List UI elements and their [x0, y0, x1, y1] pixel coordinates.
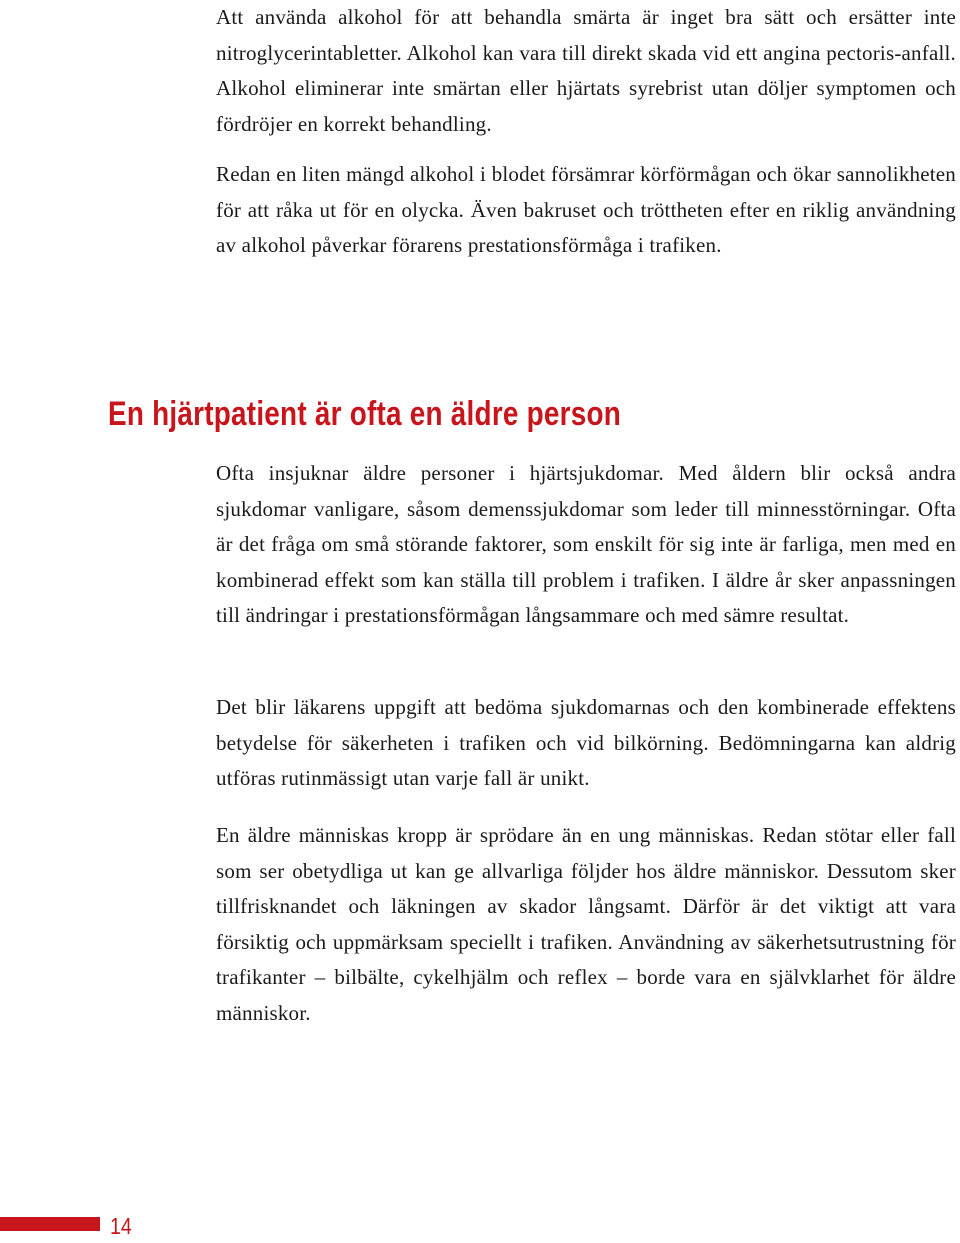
paragraph-elderly-body: En äldre människas kropp är sprödare än en ung människas. Redan stötar eller fall som ser obetydliga ut kan ge allvarliga följder hos äldre människor. Dessutom sker tillfrisknandet och läkningen av skador långsamt. Därför är det viktigt att vara försiktig och uppmärksam speciellt i trafiken. Användning av säkerhetsutrustning för trafikanter – bilbälte, cykelhjälm och reflex – borde vara en självklarhet för äldre människor. [216, 823, 956, 1025]
paragraph-doctor-assessment: Det blir läkarens uppgift att bedöma sjukdomarnas och den kombinerade effektens betydelse för säkerheten i trafiken och vid bilkörning. Bedömningarna kan aldrig utföras rutinmässigt utan varje fall är unikt. [216, 695, 956, 791]
paragraph-elderly-diseases: Ofta insjuknar äldre personer i hjärtsjukdomar. Med åldern blir också andra sjukdomar vanligare, såsom demenssjukdomar som leder till minnesstörningar. Ofta är det fråga om små störande faktorer, som enskilt för sig inte är farliga, men med en kombinerad effekt som kan ställa till problem i trafiken. I äldre år sker anpassningen till ändringar i prestationsförmågan långsammare och med sämre resultat. [216, 461, 956, 628]
paragraph-alcohol-driving: Redan en liten mängd alkohol i blodet försämrar körförmågan och ökar sannolikheten för att råka ut för en olycka. Även bakruset och tröttheten efter en riklig användning av alkohol påverkar förarens prestationsförmåga i trafiken. [216, 162, 956, 258]
page-number: 14 [110, 1213, 132, 1239]
paragraph-alcohol-pain: Att använda alkohol för att behandla smärta är inget bra sätt och ersätter inte nitroglycerintabletter. Alkohol kan vara till direkt skada vid ett angina pectoris-anfall. Alkohol eliminerar inte smärtan eller hjärtats syrebrist utan döljer symptomen och fördröjer en korrekt behandling. [216, 5, 956, 136]
section-heading: En hjärtpatient är ofta en äldre person [108, 395, 622, 433]
footer-accent-bar [0, 1217, 100, 1231]
